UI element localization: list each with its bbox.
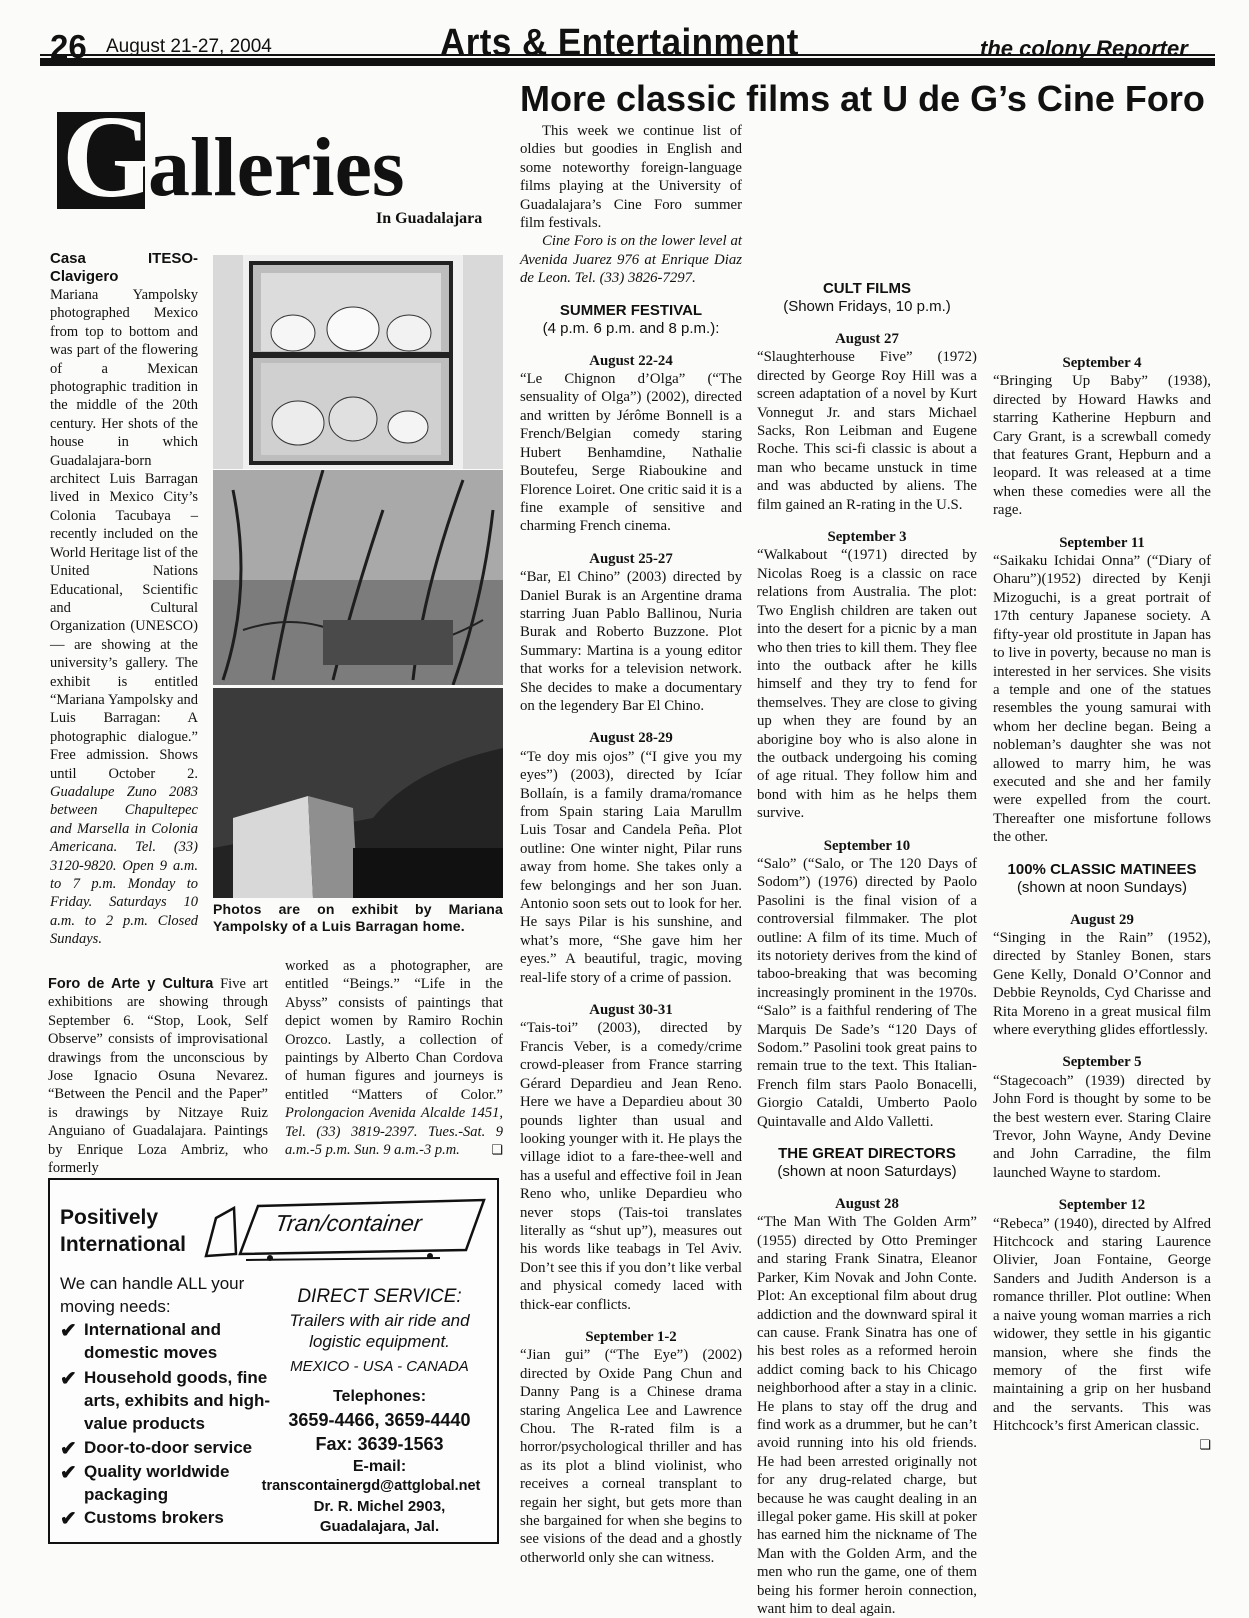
photo-caption: Photos are on exhibit by Mariana Yampolsky of a Luis Barragan home.: [213, 901, 503, 934]
film-entry: “Bar, El Chino” (2003) directed by Daniel Burak is an Argentine drama starring Juan Pablo Ballinou, Nuria Burak and Roberto Buzzone. Plot Summary: Martina is a young editor that works for a television network. She decides to make a documentary on the legendery Bar El Chino.: [520, 569, 742, 714]
ad-phones-label: Telephones:: [332, 1388, 427, 1405]
photo-interior-wall: [213, 688, 503, 898]
film-entry: “Jian gui” (“The Eye”) (2002) directed by Oxide Pang Chun and Danny Pang is a Chinese drama staring Angelica Lee and Lawrence Chou. The R-rated film is a horror/psychological thriller and has as its plot a blind violinist, who receives a corneal transplant to regain her sight, but gets more than she bargained for when she begins to see visions of the dead and a ghostly otherworld only she can witness.: [520, 1347, 742, 1566]
article-location: Cine Foro is on the lower level at Avenida Juarez 976 at Enrique Diaz de Leon. Tel. (33) 3826-7297.: [520, 233, 742, 287]
film-date: August 22-24: [589, 352, 673, 369]
ad-brand: Tran/container: [273, 1210, 424, 1236]
article-headline: More classic films at U de G’s Cine Foro: [520, 78, 1205, 119]
ad-countries: MEXICO - USA - CANADA: [290, 1358, 469, 1375]
film-entry: “The Man With The Golden Arm” (1955) directed by Otto Preminger and staring Frank Sinatra, Eleanor Parker, Kim Novak and John Conte. Plot: An exceptional film about drug addiction and the downward spiral it can cause. Frank Sinatra has one of his best roles as a reformed heroin addict coming back to his Chicago neighborhood after a stay in a clinic. He plans to stay off the drug and find work as a drummer, but he can’t avoid running into his old friends. He had been arrested originally not for any drug-related charge, but because he was caught dealing in an illegal poker game. His skill at poker has earned him the nickname of The Man with the Golden Arm, and the men who run the game, one of them being his former heroin connection, want him to deal again.: [757, 1214, 977, 1617]
film-date: September 1-2: [585, 1328, 677, 1345]
film-date: August 28-29: [589, 730, 673, 747]
gallery-foro-part1: [48, 975, 268, 1177]
section-times: (Shown Fridays, 10 p.m.): [783, 298, 951, 315]
ad-service: International and domestic moves: [84, 1320, 221, 1362]
article-column-1: [520, 122, 742, 1567]
section-heading: THE GREAT DIRECTORS: [778, 1145, 956, 1163]
ad-service: Quality worldwide packaging: [84, 1462, 230, 1504]
gallery-info: Prolongacion Avenida Alcalde 1451, Tel. (33) 3819-2397. Tues.-Sat. 9 a.m.-5 p.m. Sun. 9 a.m.-3 p.m.: [285, 1105, 503, 1159]
film-entry: “Tais-toi” (2003), directed by Francis Veber, is a comedy/crime crowd-pleaser from France starring Gérard Depardieu and Jean Reno. Here we have a Depardieu about 30 pounds lighter than usual and looking younger with it. He plays the village idiot to a fare-thee-well and has a useful and effective foil in Jean Reno who, unlike Depardieu who never stops (Tais-toi translates literally as “shut up”), measures out his words like teabags in Tel Aviv. Don’t see this if you don’t like verbal and physical comedy laced with thick-ear conflicts.: [520, 1020, 742, 1313]
section-times: (4 p.m. 6 p.m. and 8 p.m.):: [542, 319, 720, 337]
film-entry: “Bringing Up Baby” (1938), directed by Howard Hawks and starring Katherine Hepburn and Cary Grant, is a screwball comedy that features Grant, Hepburn and a leopard. It was released at a time when these comedies were all the rage.: [993, 373, 1211, 519]
ad-city: Guadalajara, Jal.: [319, 1518, 440, 1535]
film-date: September 11: [1059, 534, 1145, 551]
ad-phones: 3659-4466, 3659-4440: [288, 1410, 471, 1430]
checkmark-icon: ✔: [60, 1508, 77, 1530]
film-date: August 30-31: [589, 1002, 673, 1019]
galleries-initial: G: [62, 91, 154, 222]
film-entry: “Walkabout “(1971) directed by Nicolas Roeg is a classic on race relations from Australia. The plot: Two English children are taken out into the desert for a picnic by a man who then tries to kill them. They flee into the outback after he kills himself and they try to fend for themselves. They are close to giving up when they are found by an aborigine boy who is also alone in the outback undergoing his coming of age ritual. They follow him and bond with him as he helps them survive.: [757, 547, 977, 822]
checkmark-icon: ✔: [60, 1438, 77, 1460]
gallery-body: Mariana Yampolsky photographed Mexico from top to bottom and was part of the flowering of a Mexican photographic tradition in the middle of the 20th century. Her shots of the house in which Guadalajara-born architect Luis Barragan lived in Mexico City’s Colonia Tacubaya – recently included on the World Heritage list of the United Nations Educational, Scientific and Cultural Organization (UNESCO) — are showing at the university’s gallery. The exhibit is entitled “Mariana Yampolsky and Luis Barragan: A photographic dialogue.” Free admission. Shows until October 2.: [50, 287, 198, 782]
ad-address: Dr. R. Michel 2903,: [313, 1498, 446, 1515]
article-column-3: [993, 122, 1211, 1454]
gallery-heading: Casa ITESO-Clavigero: [50, 250, 198, 285]
photo-shelves: [213, 255, 503, 469]
section-times: (shown at noon Saturdays): [777, 1163, 957, 1181]
film-entry: “Saikaku Ichidai Onna” (“Diary of Oharu”)(1952) directed by Kenji Mizoguchi, is a great portrait of 17th century Japanese society. A fifty-year old prostitute in Japan has to live in poverty, because no man is interested in her services. She visits a temple and one of the statues resembles the young samurai with whom her decline began. Being a nobleman’s daughter she was not allowed to marry him, he was executed and she and her family were expelled from the court. Thereafter one misfortune follows the other.: [993, 553, 1211, 846]
ad-service: Customs brokers: [84, 1508, 224, 1527]
film-date: September 4: [1062, 355, 1142, 371]
transcontainer-ad: [48, 1178, 499, 1544]
ad-email: transcontainergd@attglobal.net: [261, 1478, 481, 1494]
film-date: September 3: [827, 529, 907, 546]
ad-service: Door-to-door service: [84, 1438, 253, 1457]
film-date: August 28: [835, 1196, 899, 1213]
section-times: (shown at noon Sundays): [1016, 878, 1188, 896]
checkmark-icon: ✔: [60, 1368, 77, 1390]
film-entry: “Le Chignon d’Olga” (“The sensuality of Olga”) (2002), directed and written by Jérôme Bonnell is a French/Belgian comedy staring Hubert Benhamdine, Nathalie Boutefeu, Serge Riaboukine and Florence Loiret. One critic said it is a fine example of sensitive and charming French cinema.: [520, 371, 742, 535]
film-date: August 25-27: [589, 550, 673, 567]
gallery-body: Five art exhibitions are showing through September 6. “Stop, Look, Self Observe” consists of improvisational drawings from the unconscious by Jose Ignacio Osuna Nevarez. “Between the Pencil and the Paper” is drawings by Nitzaye Ruiz Anguiano of Guadalajara. Paintings by Enrique Loza Ambriz, who formerly: [48, 976, 268, 1177]
gallery-body: worked as a photographer, are entitled “Beings.” “Life in the Abyss” consists of paintings that depict women by Ramiro Rochin Orozco. Lastly, a collection of paintings by Alberto Chan Cordova of human figures and journeys is entitled “Matters of Color.”: [285, 958, 503, 1103]
film-date: September 5: [1062, 1054, 1142, 1071]
galleries-subtitle: In Guadalajara: [376, 210, 483, 227]
ad-tagline: Positively International: [60, 1206, 187, 1256]
end-mark-icon: ❏: [1199, 1436, 1211, 1452]
page-number: 26: [50, 28, 87, 65]
issue-date: August 21-27, 2004: [106, 36, 272, 57]
section-heading: 100% CLASSIC MATINEES: [1007, 860, 1197, 878]
film-date: August 29: [1070, 911, 1134, 928]
article-column-2: [757, 122, 977, 1618]
gallery-info: Guadalupe Zuno 2083 between Chapultepec and Marsella in Colonia Americana. Tel. (33) 3120-9820. Open 9 a.m. to 7 p.m. Monday to Friday. Saturdays 10 a.m. to 2 p.m. Closed Sundays.: [50, 783, 198, 948]
ad-service: Household goods, fine arts, exhibits and high-value products: [84, 1368, 271, 1433]
gallery-foro-part2: [285, 957, 503, 1159]
article-intro: This week we continue list of oldies but goodies in English and some noteworthy foreign-language films playing at the University of Guadalajara’s Cine Foro summer film festivals.: [520, 123, 742, 232]
checkmark-icon: ✔: [60, 1320, 77, 1342]
section-title: Arts & Entertainment: [440, 22, 799, 64]
paper-name: the colony Reporter: [980, 36, 1188, 61]
ad-fax: Fax: 3639-1563: [315, 1434, 444, 1454]
gallery-heading: Foro de Arte y Cultura: [48, 976, 214, 992]
ad-lead: We can handle ALL your moving needs:: [60, 1274, 245, 1316]
film-entry: “Te doy mis ojos” (“I give you my eyes”) (2003), directed by Icíar Bollaín, is a family drama/romance from Spain staring Laia Marullm Luis Tosar and Candela Peña. Plot outline: One winter night, Pilar runs away from home. She takes only a few belongings and her son Juan. Antonio soon sets out to look for her. He says Pilar is his sunshine, and what’s more, “She gave him her eyes.” A beautiful, tragic, moving real-life story of a crime of passion.: [520, 748, 742, 986]
gallery-casa-iteso: [50, 250, 198, 949]
film-entry: “Singing in the Rain” (1952), directed by Stanley Bonen, stars Gene Kelly, Donald O’Connor and Debbie Reynolds, Cyd Charisse and Rita Moreno in a great musical film where everything glides effortlessly.: [993, 929, 1211, 1038]
photo-garden: [213, 470, 503, 685]
end-mark-icon: ❏: [491, 1142, 503, 1158]
section-heading: CULT FILMS: [822, 280, 912, 297]
film-date: September 12: [1058, 1197, 1146, 1214]
galleries-title: alleries: [148, 121, 405, 214]
film-date: September 10: [823, 837, 911, 854]
ad-direct-body: Trailers with air ride and logistic equipment.: [289, 1311, 470, 1351]
film-entry: “Salo” (“Salo, or The 120 Days of Sodom”) (1976) directed by Paolo Pasolini is the final vision of a controversial filmmaker. The plot outline: A film of its time. Much of its notoriety derives from the kind of taboo-breaking that was becoming increasingly prominent in the 1970s. “Salo” is a faithful rendering of The Marquis De Sade’s “120 Days of Sodom.” Pasolini took great pains to remain true to the text. This Italian-French film stars Paolo Bonacelli, Giorgio Cataldi, Umberto Paolo Quintavalle and Aldo Valletti.: [757, 855, 977, 1130]
section-heading: SUMMER FESTIVAL: [559, 301, 703, 319]
checkmark-icon: ✔: [60, 1462, 77, 1484]
film-entry: “Rebeca” (1940), directed by Alfred Hitchcock and staring Laurence Olivier, Joan Fontaine, George Sanders and Judith Anderson is a romance thriller. Plot outline: When a naive young woman marries a rich widower, they settle in his gigantic mansion, where she finds the memory of the first wife maintaining a grip on her husband and the servants. This was Hitchcock’s first American classic.: [993, 1215, 1211, 1435]
film-entry: “Slaughterhouse Five” (1972) directed by George Roy Hill was a screen adaptation of a novel by Kurt Vonnegut Jr. and stars Michael Sacks, Ron Leibman and Eugene Roche. This sci-fi classic is about a man who became unstuck in time and was abducted by aliens. The film gained an R-rating in the U.S.: [757, 349, 977, 513]
ad-email-label: E-mail:: [352, 1458, 407, 1475]
film-entry: “Stagecoach” (1939) directed by John Ford is thought by some to be the best western ever. Staring Claire Trevor, John Wayne, Andy Devine and John Carradine, the film launched Wayne to stardom.: [993, 1072, 1211, 1181]
film-date: August 27: [835, 331, 899, 347]
ad-direct-title: DIRECT SERVICE:: [297, 1286, 462, 1307]
